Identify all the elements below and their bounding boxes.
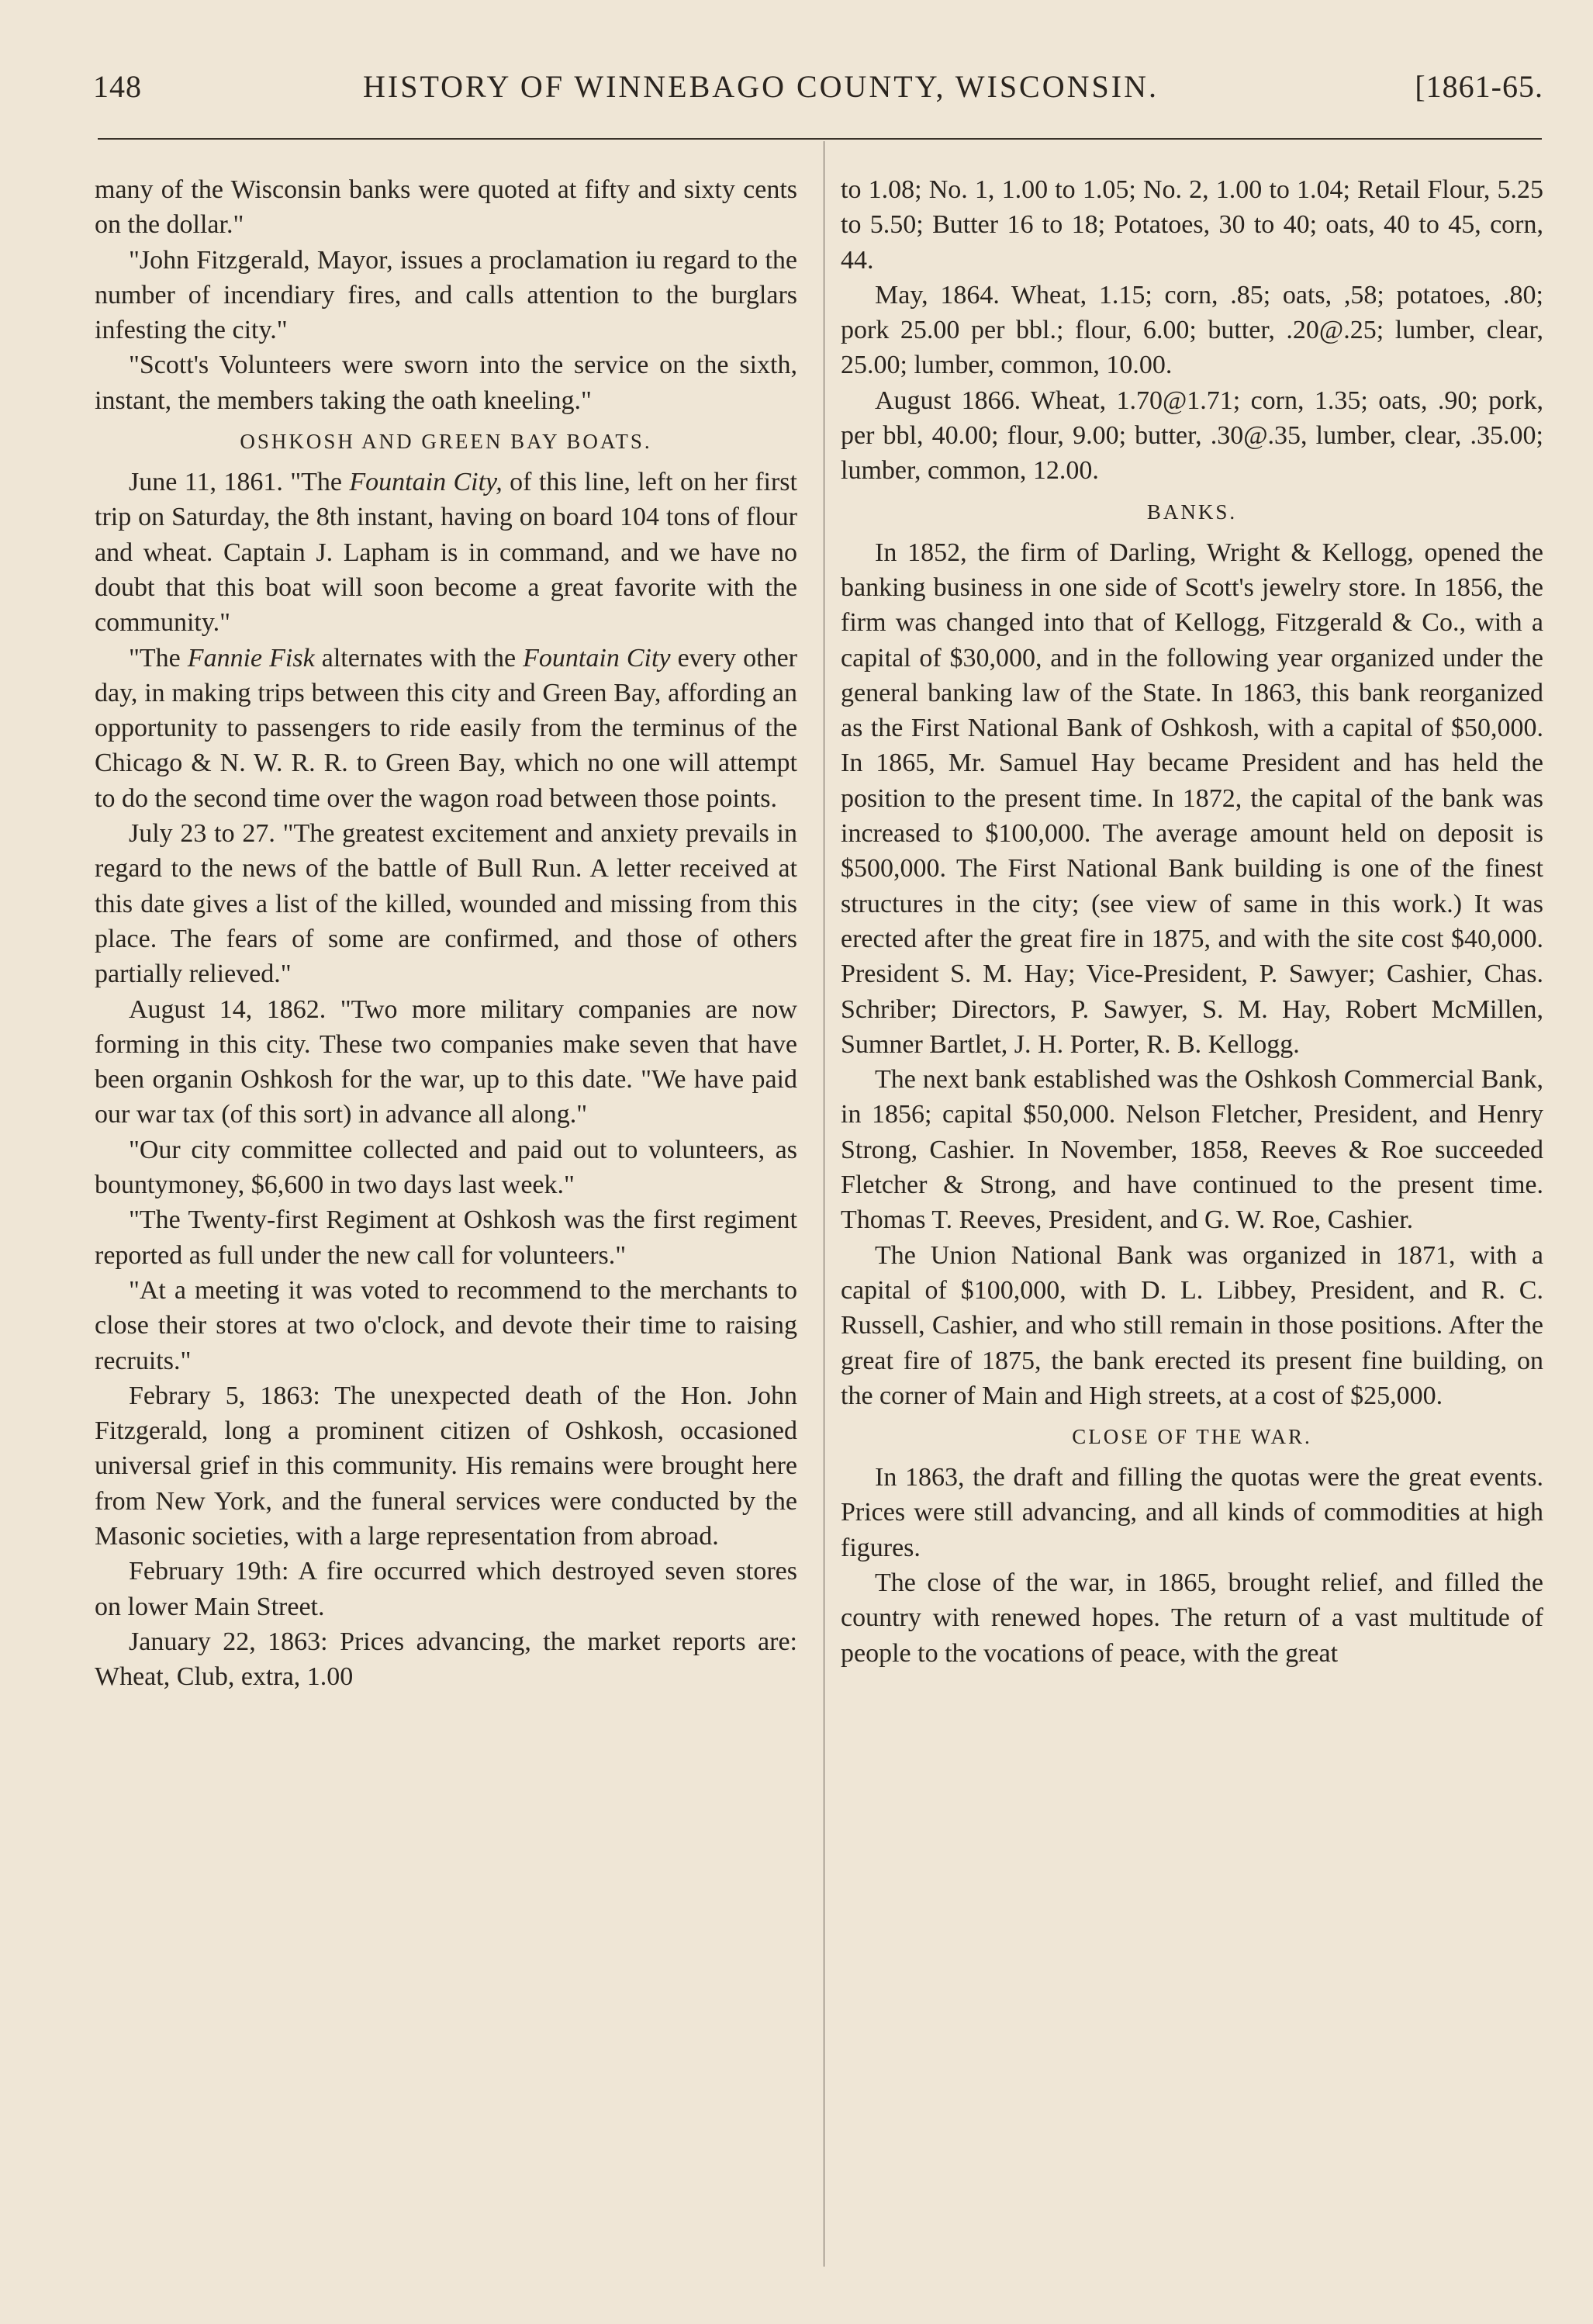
ship-name: Fannie Fisk — [187, 643, 315, 673]
paragraph: August 1866. Wheat, 1.70@1.71; corn, 1.35; oats, .90; pork, per bbl, 40.00; flour, 9.00; butter, .30@.35, lumber, clear, .35.00; lumber, common, 12.00. — [841, 386, 1543, 486]
paragraph: June 11, 1861. "The Fountain City, of this line, left on her first trip on Saturday, the 8th instant, having on board 104 tons of flour and wheat. Captain J. Lapham is in command, and we have no doubt that this boat will soon become a great favorite with the community." — [95, 468, 797, 638]
paragraph: The next bank established was the Oshkosh Commercial Bank, in 1856; capital $50,000. Nelson Fletcher, President, and Henry Strong, Cashier. In November, 1858, Reeves & Roe succeeded Fletcher & Strong, and have continued to the present time. Thomas T. Reeves, President, and G. W. Roe, Cashier. — [841, 1065, 1543, 1235]
paragraph: In 1852, the firm of Darling, Wright & Kellogg, opened the banking business in one side of Scott's jewelry store. In 1856, the firm was changed into that of Kellogg, Fitzgerald & Co., with a capital of $30,000, and in the following year organized under the general banking law of the State. In 1863, this bank reorganized as the First National Bank of Oshkosh, with a capital of $50,000. In 1865, Mr. Samuel Hay became President and has held the position to the present time. In 1872, the capital of the bank was increased to $100,000. The average amount held on deposit is $500,000. The First National Bank building is one of the finest structures in the city; (see view of same in this work.) It was erected after the great fire in 1875, and with the site cost $40,000. President S. M. Hay; Vice-President, P. Sawyer; Cashier, Chas. Schriber; Directors, P. Sawyer, S. M. Hay, Robert McMillen, Sumner Bartlet, J. H. Porter, R. B. Kellogg. — [841, 538, 1543, 1059]
paragraph: "Scott's Volunteers were sworn into the service on the sixth, instant, the members taking the oath kneeling." — [95, 351, 797, 415]
right-column — [841, 172, 1543, 1671]
paragraph: many of the Wisconsin banks were quoted at fifty and sixty cents on the dollar." — [95, 175, 797, 240]
ship-name: Fountain City, — [349, 468, 503, 497]
paragraph: August 14, 1862. "Two more military companies are now forming in this city. These two companies make seven that have been organin Oshkosh for the war, up to this date. "We have paid our war tax (of this sort) in advance all along." — [95, 994, 797, 1129]
paragraph: "The Twenty-first Regiment at Oshkosh was the first regiment reported as full under the new call for volunteers." — [95, 1205, 797, 1270]
paragraph: July 23 to 27. "The greatest excitement and anxiety prevails in regard to the news of the battle of Bull Run. A letter received at this date gives a list of the killed, wounded and missing from this place. The fears of some are confirmed, and those of others partially relieved." — [95, 819, 797, 989]
header-rule — [98, 138, 1542, 140]
paragraph: "John Fitzgerald, Mayor, issues a proclamation iu regard to the number of incendiary fires, and calls attention to the burglars infesting the city." — [95, 245, 797, 345]
ship-name: Fountain City — [523, 643, 671, 673]
paragraph: "The Fannie Fisk alternates with the Fountain City every other day, in making trips between this city and Green Bay, affording an opportunity to passengers to ride easily from the terminus of the Chicago & N. W. R. R. to Green Bay, which no one will attempt to do the second time over the wagon road between those points. — [95, 643, 797, 813]
paragraph: January 22, 1863: Prices advancing, the market reports are: Wheat, Club, extra, 1.00 — [95, 1627, 797, 1692]
left-column — [95, 172, 797, 1694]
paragraph: May, 1864. Wheat, 1.15; corn, .85; oats, ,58; potatoes, .80; pork 25.00 per bbl.; flour, 6.00; butter, .20@.25; lumber, clear, 25.00; lumber, common, 10.00. — [841, 280, 1543, 380]
paragraph: "Our city committee collected and paid out to volunteers, as bountymoney, $6,600 in two days last week." — [95, 1135, 797, 1200]
section-heading-banks: BANKS. — [1146, 500, 1238, 524]
running-header — [93, 68, 1543, 115]
page-number: 148 — [93, 69, 142, 104]
running-title: HISTORY OF WINNEBAGO COUNTY, WISCONSIN. — [363, 69, 1159, 104]
paragraph: In 1863, the draft and filling the quotas were the great events. Prices were still advancing, and all kinds of commodities at high figures. — [841, 1463, 1543, 1562]
year-range: [1861-65. — [1415, 69, 1543, 104]
paragraph: "At a meeting it was voted to recommend to the merchants to close their stores at two o'clock, and devote their time to raising recruits." — [95, 1275, 797, 1375]
section-heading-boats: OSHKOSH AND GREEN BAY BOATS. — [240, 430, 652, 454]
paragraph: The Union National Bank was organized in 1871, with a capital of $100,000, with D. L. Libbey, President, and R. C. Russell, Cashier, and who still remain in those positions. After the great fire of 1875, the bank erected its present fine building, on the corner of Main and High streets, at a cost of $25,000. — [841, 1240, 1543, 1410]
paragraph: Febrary 5, 1863: The unexpected death of the Hon. John Fitzgerald, long a prominent citizen of Oshkosh, occasioned universal grief in this community. His remains were brought here from New York, and the funeral services were conducted by the Masonic societies, with a large representation from abroad. — [95, 1381, 797, 1551]
section-heading-close-of-war: CLOSE OF THE WAR. — [1072, 1425, 1312, 1449]
paragraph: February 19th: A fire occurred which destroyed seven stores on lower Main Street. — [95, 1557, 797, 1621]
paragraph: to 1.08; No. 1, 1.00 to 1.05; No. 2, 1.00 to 1.04; Retail Flour, 5.25 to 5.50; Butter 16 to 18; Potatoes, 30 to 40; oats, 40 to 45, corn, 44. — [841, 175, 1543, 275]
paragraph: The close of the war, in 1865, brought relief, and filled the country with renewed hopes. The return of a vast multitude of people to the vocations of peace, with the great — [841, 1568, 1543, 1668]
